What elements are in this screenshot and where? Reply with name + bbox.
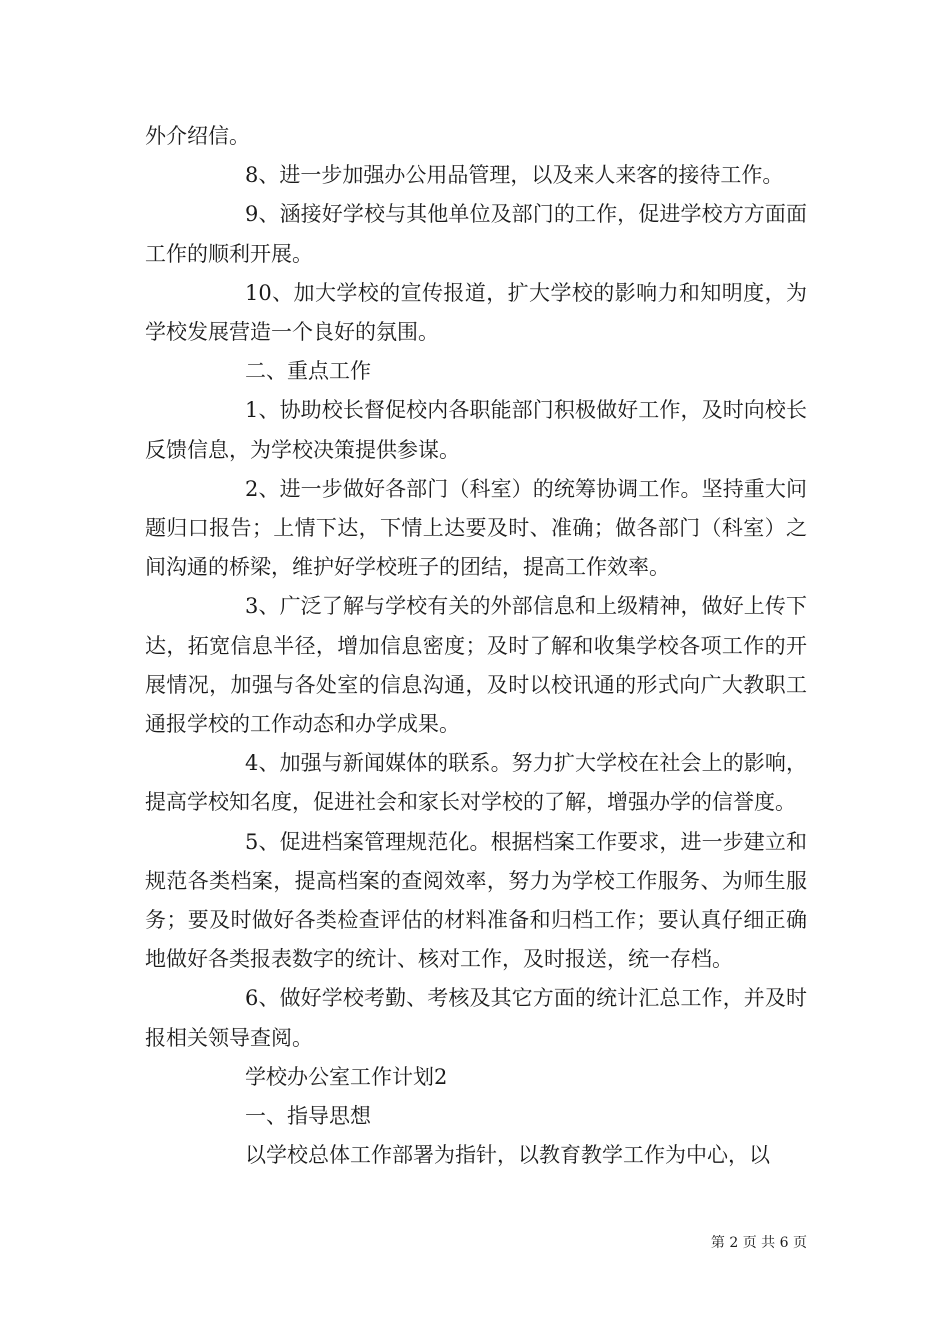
paragraph-key-work-1: 1、协助校长督促校内各职能部门积极做好工作，及时向校长反馈信息，为学校决策提供参谋。: [145, 398, 807, 462]
paragraph-guiding-idea: 以学校总体工作部署为指针，以教育教学工作为中心，以: [245, 1143, 770, 1168]
paragraph-key-work-3: 3、广泛了解与学校有关的外部信息和上级精神，做好上传下达，拓宽信息半径，增加信息密度；及时了解和收集学校各项工作的开展情况，加强与各处室的信息沟通，及时以校讯通的形式向广大教职工通报学校的工作动态和办学成果。: [145, 594, 807, 737]
paragraph-key-work-6: 6、做好学校考勤、考核及其它方面的统计汇总工作，并及时报相关领导查阅。: [145, 986, 807, 1050]
paragraph-continuation: 外介绍信。: [145, 124, 250, 148]
document-title-plan-2: 学校办公室工作计划2: [245, 1064, 448, 1089]
paragraph-key-work-4: 4、加强与新闻媒体的联系。努力扩大学校在社会上的影响，提高学校知名度，促进社会和家长对学校的了解，增强办学的信誉度。: [145, 751, 807, 815]
paragraph-key-work-2: 2、进一步做好各部门（科室）的统筹协调工作。坚持重大问题归口报告；上情下达，下情上达要及时、准确；做各部门（科室）之间沟通的桥梁，维护好学校班子的团结，提高工作效率。: [145, 476, 807, 580]
document-body: [145, 117, 807, 1175]
section-heading-guiding-idea: 一、指导思想: [245, 1104, 371, 1129]
page-number-footer: 第 2 页 共 6 页: [710, 1235, 807, 1251]
paragraph-item-8: 8、进一步加强办公用品管理，以及来人来客的接待工作。: [245, 163, 784, 188]
paragraph-key-work-5: 5、促进档案管理规范化。根据档案工作要求，进一步建立和规范各类档案，提高档案的查阅效率，努力为学校工作服务、为师生服务；要及时做好各类检查评估的材料准备和归档工作；要认真仔细正确地做好各类报表数字的统计、核对工作，及时报送，统一存档。: [145, 829, 807, 972]
paragraph-item-9: 9、涵接好学校与其他单位及部门的工作，促进学校方方面面工作的顺利开展。: [145, 202, 807, 266]
section-heading-key-work: 二、重点工作: [245, 359, 371, 384]
paragraph-item-10: 10、加大学校的宣传报道，扩大学校的影响力和知明度，为学校发展营造一个良好的氛围。: [145, 280, 807, 345]
